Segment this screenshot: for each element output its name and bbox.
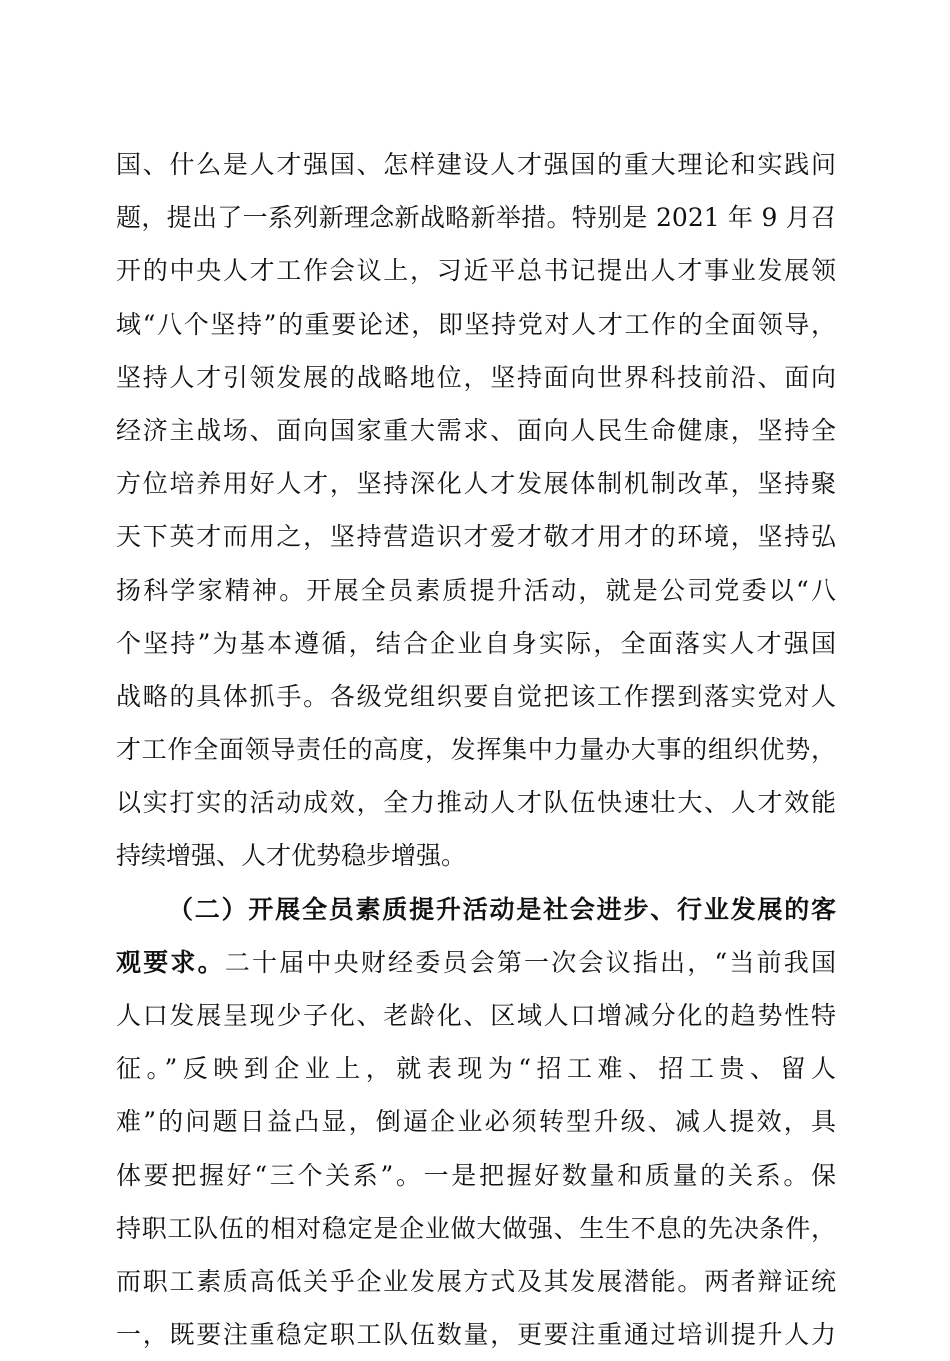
text-line: 开的中央人才工作会议上，习近平总书记提出人才事业发展领 [116, 256, 836, 286]
text-line: 方位培养用好人才，坚持深化人才发展体制机制改革，坚持聚 [116, 469, 836, 499]
paragraph-1 [116, 138, 836, 883]
text-line: 持续增强、人才优势稳步增强。 [116, 841, 467, 871]
text-line: 战略的具体抓手。各级党组织要自觉把该工作摆到落实党对人 [116, 681, 836, 711]
text-line: 以实打实的活动成效，全力推动人才队伍快速壮大、人才效能 [116, 788, 836, 818]
text-line: 征。”反映到企业上，就表现为“招工难、招工贵、留人 [116, 1054, 836, 1084]
text-line: 一，既要注重稳定职工队伍数量，更要注重通过培训提升人力 [116, 1320, 836, 1350]
text-line: 才工作全面领导责任的高度，发挥集中力量办大事的组织优势， [116, 735, 836, 765]
section-heading: （二）开展全员素质提升活动是社会进步、行业发展的客 [168, 894, 836, 924]
section-heading-tail: 观要求。 [116, 947, 225, 977]
text-line: 个坚持”为基本遵循，结合企业自身实际，全面落实人才强国 [116, 628, 836, 658]
body-text [116, 138, 836, 1361]
text-line: 国、什么是人才强国、怎样建设人才强国的重大理论和实践问 [116, 150, 836, 179]
text-line: 经济主战场、面向国家重大需求、面向人民生命健康，坚持全 [116, 415, 836, 445]
text-line: 人口发展呈现少子化、老龄化、区域人口增减分化的趋势性特 [116, 1001, 836, 1030]
paragraph-2 [116, 883, 836, 1361]
text-line: 扬科学家精神。开展全员素质提升活动，就是公司党委以“八 [116, 575, 836, 605]
text-line: 题，提出了一系列新理念新战略新举措。特别是 2021 年 9 月召 [116, 203, 836, 233]
text-line-rest: 二十届中央财经委员会第一次会议指出，“当前我国 [224, 947, 836, 977]
text-line: 难”的问题日益凸显，倒逼企业必须转型升级、减人提效，具 [116, 1107, 836, 1137]
text-line: 而职工素质高低关乎企业发展方式及其发展潜能。两者辩证统 [116, 1266, 836, 1296]
text-line [116, 936, 836, 989]
text-line: 体要把握好“三个关系”。一是把握好数量和质量的关系。保 [116, 1160, 836, 1190]
text-line: 坚持人才引领发展的战略地位，坚持面向世界科技前沿、面向 [116, 362, 836, 392]
text-line: 持职工队伍的相对稳定是企业做大做强、生生不息的先决条件， [116, 1213, 836, 1243]
text-line: 天下英才而用之，坚持营造识才爱才敬才用才的环境，坚持弘 [116, 522, 836, 552]
text-line: 域“八个坚持”的重要论述，即坚持党对人才工作的全面领导， [116, 309, 836, 339]
